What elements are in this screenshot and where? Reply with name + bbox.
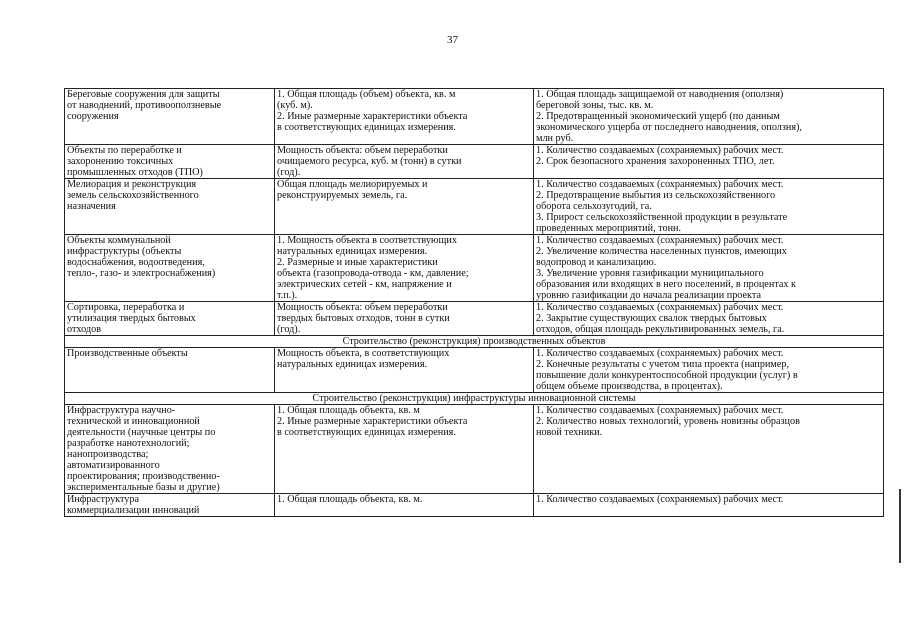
table-body <box>65 89 884 517</box>
results-cell <box>534 405 884 494</box>
cell-text-line: 1. Количество создаваемых (сохраняемых) рабочих мест. <box>536 348 784 359</box>
section-header-row <box>65 336 884 348</box>
cell-text-line: нанопроизводства; <box>67 449 149 460</box>
cell-text-line: 2. Предотвращение выбытия из сельскохозяйственного <box>536 190 776 201</box>
cell-text-line: натуральных единицах измерения. <box>277 359 428 370</box>
table-row <box>65 494 884 517</box>
cell-text-line: назначения <box>67 201 116 212</box>
capacity-cell <box>275 235 534 302</box>
cell-text-line: технической и инновационной <box>67 416 200 427</box>
cell-text-line: Мощность объекта, в соответствующих <box>277 348 450 359</box>
results-cell <box>534 302 884 336</box>
results-cell <box>534 235 884 302</box>
cell-text-line: (год). <box>277 324 301 335</box>
cell-text-line: 2. Предотвращенный экономический ущерб (по данным <box>536 111 780 122</box>
table-row <box>65 179 884 235</box>
indicators-table <box>64 88 884 517</box>
cell-text-line: твердых бытовых отходов, тонн в сутки <box>277 313 450 324</box>
cell-text-line: 1. Количество создаваемых (сохраняемых) рабочих мест. <box>536 302 784 313</box>
cell-text-line: в соответствующих единицах измерения. <box>277 122 456 133</box>
cell-text-line: электрических сетей - км, напряжение и <box>277 279 452 290</box>
object-type-cell <box>65 494 275 517</box>
cell-text-line: 2. Увеличение количества населенных пунктов, имеющих <box>536 246 787 257</box>
cell-text-line: отходов, общая площадь рекультивированных земель, га. <box>536 324 785 335</box>
cell-text-line: 2. Закрытие существующих свалок твердых бытовых <box>536 313 767 324</box>
cell-text-line: 2. Конечные результаты с учетом типа проекта (например, <box>536 359 790 370</box>
cell-text-line: 1. Мощность объекта в соответствующих <box>277 235 457 246</box>
capacity-cell <box>275 302 534 336</box>
cell-text-line: Объекты коммунальной <box>67 235 171 246</box>
object-type-cell <box>65 89 275 145</box>
cell-text-line: 2. Иные размерные характеристики объекта <box>277 416 468 427</box>
cell-text-line: 2. Количество новых технологий, уровень новизны образцов <box>536 416 800 427</box>
cell-text-line: млн руб. <box>536 133 574 144</box>
table-row <box>65 145 884 179</box>
cell-text-line: 1. Общая площадь объекта, кв. м <box>277 405 420 416</box>
cell-text-line: в соответствующих единицах измерения. <box>277 427 456 438</box>
cell-text-line: 1. Количество создаваемых (сохраняемых) рабочих мест. <box>536 235 784 246</box>
cell-text-line: проектирования; производственно- <box>67 471 220 482</box>
results-cell <box>534 145 884 179</box>
cell-text-line: уровню газификации до начала реализации проекта <box>536 290 761 301</box>
table-row <box>65 89 884 145</box>
table-row <box>65 348 884 393</box>
cell-text-line: сооружения <box>67 111 119 122</box>
cell-text-line: Мощность объекта: объем переработки <box>277 302 448 313</box>
cell-text-line: водопровод и канализацию. <box>536 257 657 268</box>
cell-text-line: (куб. м). <box>277 100 313 111</box>
cell-text-line: 2. Иные размерные характеристики объекта <box>277 111 468 122</box>
cell-text-line: водоснабжения, водоотведения, <box>67 257 205 268</box>
cell-text-line: деятельности (научные центры по <box>67 427 216 438</box>
cell-text-line: разработке нанотехнологий; <box>67 438 190 449</box>
results-cell <box>534 89 884 145</box>
cell-text-line: инфраструктуры (объекты <box>67 246 182 257</box>
cell-text-line: захоронению токсичных <box>67 156 174 167</box>
cell-text-line: 1. Количество создаваемых (сохраняемых) рабочих мест. <box>536 494 784 505</box>
cell-text-line: утилизация твердых бытовых <box>67 313 196 324</box>
table-row <box>65 302 884 336</box>
section-header: Строительство (реконструкция) инфраструктуры инновационной системы <box>65 393 884 405</box>
cell-text-line: Береговые сооружения для защиты <box>67 89 220 100</box>
cell-text-line: Сортировка, переработка и <box>67 302 185 313</box>
capacity-cell <box>275 405 534 494</box>
cell-text-line: проведенных мероприятий, тонн. <box>536 223 682 234</box>
cell-text-line: тепло-, газо- и электроснабжения) <box>67 268 216 279</box>
page-number: 37 <box>447 34 458 46</box>
capacity-cell <box>275 348 534 393</box>
cell-text-line: оборота сельхозугодий, га. <box>536 201 652 212</box>
cell-text-line: натуральных единицах измерения. <box>277 246 428 257</box>
cell-text-line: 3. Прирост сельскохозяйственной продукции в результате <box>536 212 788 223</box>
object-type-cell <box>65 235 275 302</box>
cell-text-line: промышленных отходов (ТПО) <box>67 167 203 178</box>
section-header-row <box>65 393 884 405</box>
cell-text-line: объекта (газопровода-отвода - км, давление; <box>277 268 469 279</box>
cell-text-line: экспериментальные базы и другие) <box>67 482 220 493</box>
results-cell <box>534 494 884 517</box>
cell-text-line: 1. Общая площадь защищаемой от наводнения (оползня) <box>536 89 784 100</box>
cell-text-line: Мощность объекта: объем переработки <box>277 145 448 156</box>
cell-text-line: очищаемого ресурса, куб. м (тонн) в сутки <box>277 156 462 167</box>
cell-text-line: 1. Количество создаваемых (сохраняемых) рабочих мест. <box>536 145 784 156</box>
margin-mark <box>899 489 901 563</box>
cell-text-line: 1. Общая площадь (объем) объекта, кв. м <box>277 89 456 100</box>
cell-text-line: 2. Размерные и иные характеристики <box>277 257 438 268</box>
cell-text-line: повышение доли конкурентоспособной продукции (услуг) в <box>536 370 798 381</box>
capacity-cell <box>275 145 534 179</box>
capacity-cell <box>275 179 534 235</box>
results-cell <box>534 179 884 235</box>
cell-text-line: автоматизированного <box>67 460 160 471</box>
cell-text-line: (год). <box>277 167 301 178</box>
object-type-cell <box>65 145 275 179</box>
cell-text-line: 1. Количество создаваемых (сохраняемых) рабочих мест. <box>536 405 784 416</box>
cell-text-line: образования или входящих в него поселений, в процентах к <box>536 279 796 290</box>
cell-text-line: Инфраструктура научно- <box>67 405 176 416</box>
cell-text-line: экономического ущерба от последнего наводнения, оползня), <box>536 122 802 133</box>
cell-text-line: Объекты по переработке и <box>67 145 182 156</box>
cell-text-line: береговой зоны, тыс. кв. м. <box>536 100 654 111</box>
cell-text-line: общем объеме производства, в процентах). <box>536 381 723 392</box>
object-type-cell <box>65 179 275 235</box>
cell-text-line: Мелиорация и реконструкция <box>67 179 197 190</box>
cell-text-line: реконструируемых земель, га. <box>277 190 408 201</box>
cell-text-line: от наводнений, противооползневые <box>67 100 222 111</box>
section-header: Строительство (реконструкция) производственных объектов <box>65 336 884 348</box>
cell-text-line: 1. Общая площадь объекта, кв. м. <box>277 494 423 505</box>
results-cell <box>534 348 884 393</box>
table-row <box>65 405 884 494</box>
table-row <box>65 235 884 302</box>
cell-text-line: Общая площадь мелиорируемых и <box>277 179 428 190</box>
cell-text-line: 2. Срок безопасного хранения захороненных ТПО, лет. <box>536 156 775 167</box>
object-type-cell <box>65 348 275 393</box>
capacity-cell <box>275 494 534 517</box>
cell-text-line: коммерциализации инноваций <box>67 505 200 516</box>
object-type-cell <box>65 302 275 336</box>
cell-text-line: новой техники. <box>536 427 603 438</box>
cell-text-line: 3. Увеличение уровня газификации муниципального <box>536 268 764 279</box>
capacity-cell <box>275 89 534 145</box>
cell-text-line: Производственные объекты <box>67 348 188 359</box>
object-type-cell <box>65 405 275 494</box>
cell-text-line: отходов <box>67 324 102 335</box>
cell-text-line: т.п.). <box>277 290 298 301</box>
cell-text-line: земель сельскохозяйственного <box>67 190 199 201</box>
cell-text-line: Инфраструктура <box>67 494 140 505</box>
cell-text-line: 1. Количество создаваемых (сохраняемых) рабочих мест. <box>536 179 784 190</box>
